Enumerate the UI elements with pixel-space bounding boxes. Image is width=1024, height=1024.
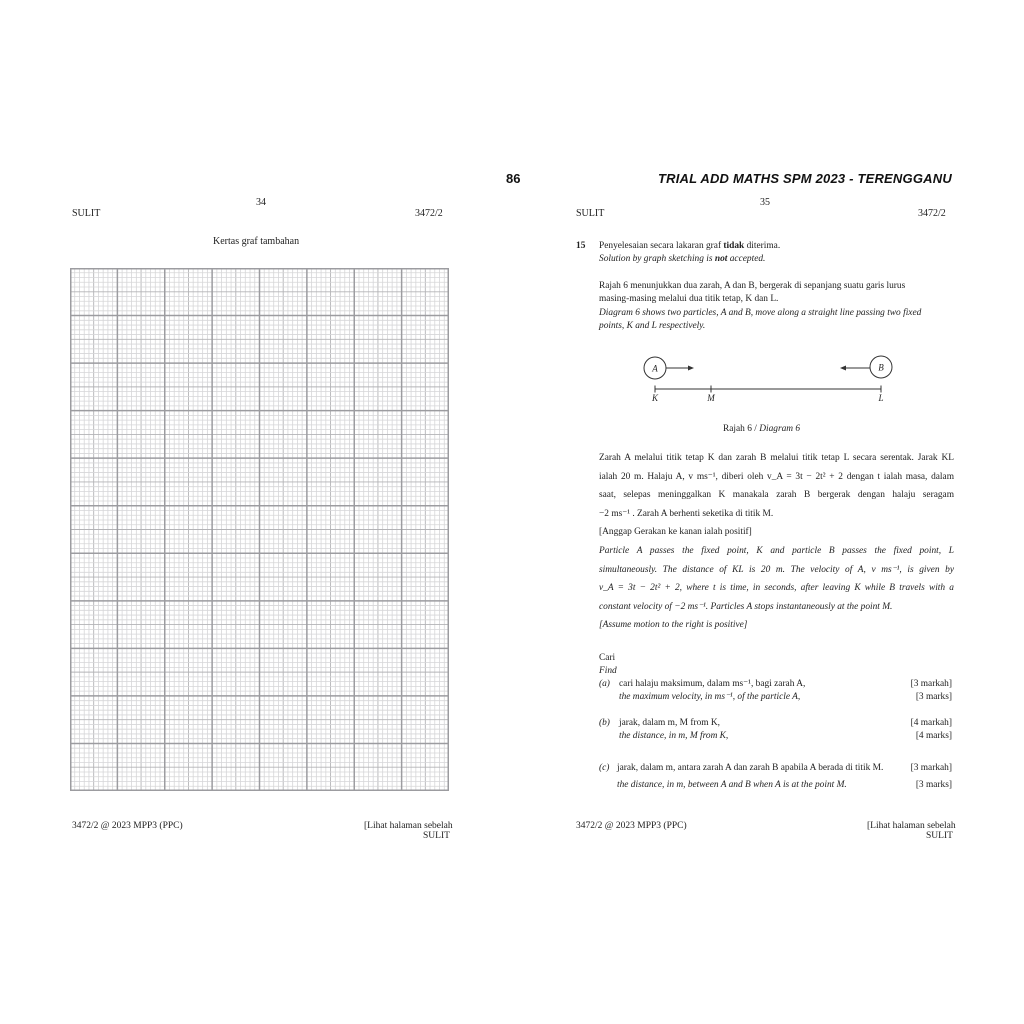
question-part-b	[599, 717, 952, 745]
body-english-line: constant velocity of −2 ms⁻¹. Particles A stops instantaneously at the point M.	[599, 601, 893, 612]
point-l-label: L	[878, 393, 884, 403]
intro-malay-2: masing-masing melalui dua titik tetap, K dan L.	[599, 294, 779, 304]
question-part-a	[599, 678, 952, 706]
question-number: 15	[576, 241, 586, 251]
part-c-label: (c)	[599, 763, 610, 773]
find-malay: Cari	[599, 653, 616, 663]
left-footer-classification: SULIT	[423, 831, 450, 841]
left-footer-code: 3472/2 @ 2023 MPP3 (PPC)	[72, 821, 183, 831]
left-page-number: 34	[256, 197, 266, 208]
left-classification: SULIT	[72, 208, 101, 219]
part-b-marks-malay: [4 markah]	[910, 718, 952, 728]
diagram-caption	[723, 423, 800, 436]
note-malay-text: Penyelesaian secara lakaran graf	[599, 241, 724, 251]
part-a-marks-malay: [3 markah]	[910, 679, 952, 689]
part-b-text-malay: jarak, dalam m, M from K,	[619, 718, 721, 728]
body-malay	[599, 449, 954, 542]
note-malay-end: diterima.	[744, 241, 781, 251]
right-paper-code: 3472/2	[918, 208, 946, 219]
left-paper-code: 3472/2	[415, 208, 443, 219]
diagram-caption-malay: Rajah 6 /	[723, 424, 760, 434]
part-a-text-english: the maximum velocity, in ms⁻¹, of the particle A,	[619, 692, 801, 702]
right-page-number: 35	[760, 197, 770, 208]
intro-english-2: points, K and L respectively.	[599, 321, 706, 331]
point-m-label: M	[707, 393, 715, 403]
graph-paper	[70, 268, 449, 791]
body-malay-line: −2 ms⁻¹ . Zarah A berhenti seketika di titik M.	[599, 508, 774, 519]
graph-paper-title: Kertas graf tambahan	[213, 236, 300, 247]
body-malay-line: [Anggap Gerakan ke kanan ialah positif]	[599, 527, 752, 537]
banner-page-number: 86	[506, 171, 521, 186]
right-footer-classification: SULIT	[926, 831, 953, 841]
note-english-end: accepted.	[727, 254, 766, 264]
body-english-line: Particle A passes the fixed point, K and particle B passes the fixed point, L	[599, 546, 954, 556]
straight-line-kl	[655, 386, 881, 393]
note-malay-bold: tidak	[723, 241, 745, 251]
intro-english-1: Diagram 6 shows two particles, A and B, move along a straight line passing two fixed	[599, 308, 922, 318]
particle-a-label: A	[652, 363, 658, 374]
part-b-label: (b)	[599, 718, 610, 728]
right-footer-code: 3472/2 @ 2023 MPP3 (PPC)	[576, 821, 687, 831]
note-malay	[599, 240, 780, 253]
body-malay-line: Zarah A melalui titik tetap K dan zarah B melalui titik tetap L secara serentak. Jarak KL	[599, 453, 954, 463]
right-footer-next-page: [Lihat halaman sebelah	[867, 821, 956, 831]
part-b-marks-english: [4 marks]	[915, 731, 952, 741]
part-c-text-english: the distance, in m, between A and B when A is at the point M.	[617, 780, 847, 790]
right-classification: SULIT	[576, 208, 605, 219]
banner-title: TRIAL ADD MATHS SPM 2023 - TERENGGANU	[658, 171, 952, 186]
part-a-text-malay: cari halaju maksimum, dalam ms⁻¹, bagi zarah A,	[619, 679, 806, 689]
particle-a	[644, 357, 666, 379]
arrow-left-icon	[840, 366, 870, 371]
part-c-marks-english: [3 marks]	[915, 780, 952, 790]
body-english	[599, 542, 954, 635]
question-part-c	[599, 762, 952, 796]
particle-b-label: B	[878, 362, 884, 373]
note-english-text: Solution by graph sketching is	[599, 254, 715, 264]
part-c-text-malay: jarak, dalam m, antara zarah A dan zarah B apabila A berada di titik M.	[617, 763, 884, 773]
body-english-line: simultaneously. The distance of KL is 20 m. The velocity of A, v ms⁻¹, is given by	[599, 564, 954, 575]
body-malay-line: saat, selepas meninggalkan K manakala zarah B bergerak dengan halaju seragam	[599, 490, 954, 500]
note-english-bold: not	[714, 254, 728, 264]
left-footer-next-page: [Lihat halaman sebelah	[364, 821, 453, 831]
note-english	[599, 253, 765, 266]
part-c-marks-malay: [3 markah]	[910, 763, 952, 773]
body-english-line: v_A = 3t − 2t² + 2, where t is time, in seconds, after leaving K while B travels with a	[599, 583, 954, 593]
part-a-label: (a)	[599, 679, 610, 689]
find-english: Find	[599, 666, 617, 676]
intro-malay-1: Rajah 6 menunjukkan dua zarah, A dan B, bergerak di sepanjang suatu garis lurus	[599, 281, 906, 291]
part-b-text-english: the distance, in m, M from K,	[619, 731, 729, 741]
body-english-line: [Assume motion to the right is positive]	[599, 620, 748, 630]
part-a-marks-english: [3 marks]	[915, 692, 952, 702]
particle-b	[870, 356, 892, 378]
diagram-caption-english: Diagram 6	[759, 424, 801, 434]
point-k-label: K	[651, 393, 659, 403]
arrow-right-icon	[666, 366, 694, 371]
body-malay-line: ialah 20 m. Halaju A, v ms⁻¹, diberi oleh v_A = 3t − 2t² + 2 dengan t ialah masa, dalam	[599, 471, 954, 482]
diagram-6	[630, 350, 910, 410]
